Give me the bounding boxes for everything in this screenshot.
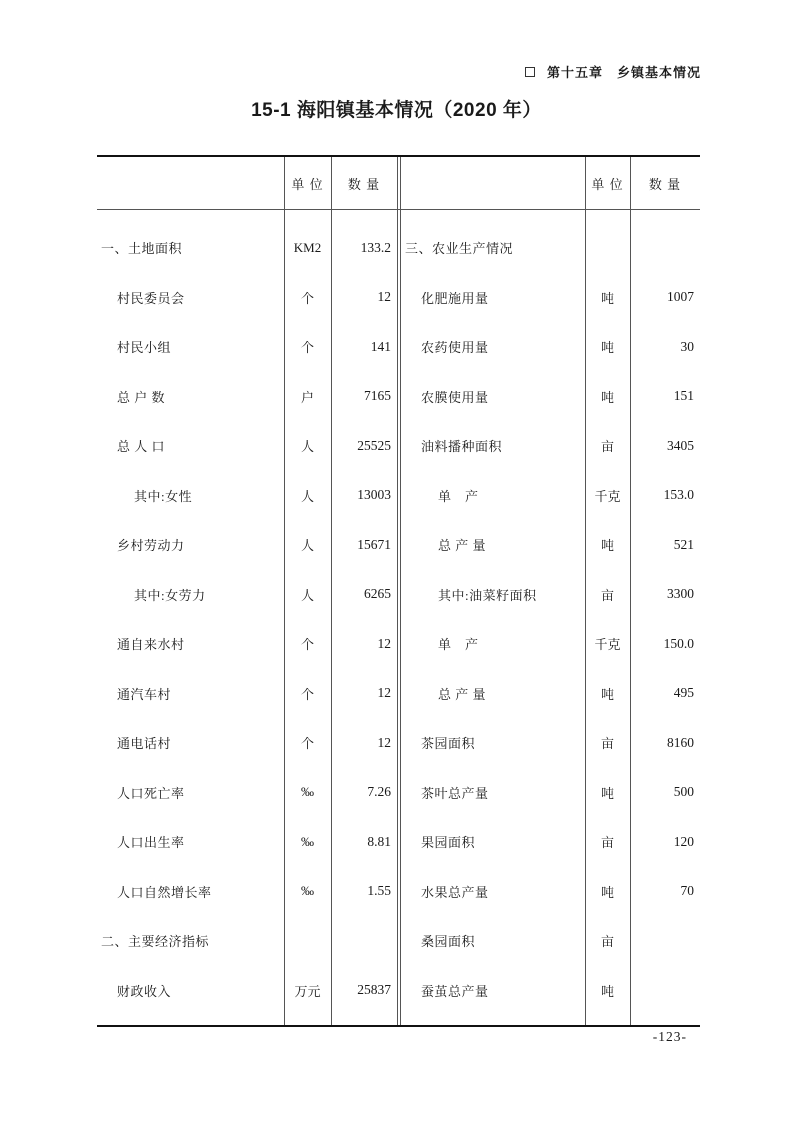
row-value: 500 bbox=[673, 784, 694, 800]
row-value: 120 bbox=[673, 833, 694, 849]
row-value: 3300 bbox=[667, 586, 694, 602]
row-value: 25525 bbox=[357, 437, 391, 453]
table-row bbox=[97, 966, 397, 1016]
row-value: 25837 bbox=[357, 982, 391, 998]
row-label: 总 产 量 bbox=[438, 538, 487, 554]
row-label: 茶园面积 bbox=[421, 736, 476, 752]
row-label: 总 人 口 bbox=[117, 439, 166, 455]
table-row bbox=[401, 520, 700, 570]
row-unit: ‰ bbox=[301, 784, 314, 800]
row-label: 蚕茧总产量 bbox=[421, 983, 489, 999]
row-label: 总 产 量 bbox=[438, 686, 487, 702]
row-value: 6265 bbox=[364, 586, 391, 602]
table-row bbox=[401, 916, 700, 966]
quantity-column-header-right: 数 量 bbox=[648, 176, 682, 192]
row-value: 70 bbox=[680, 883, 694, 899]
chapter-header-text: 第十五章 乡镇基本情况 bbox=[546, 65, 701, 80]
row-label: 人口死亡率 bbox=[117, 785, 185, 801]
row-value: 153.0 bbox=[663, 487, 694, 503]
row-value: 8.81 bbox=[367, 833, 391, 849]
row-value: 15671 bbox=[357, 536, 391, 552]
row-value: 12 bbox=[377, 289, 391, 305]
row-unit: 吨 bbox=[600, 983, 614, 999]
table-row bbox=[97, 867, 397, 917]
row-value: 12 bbox=[377, 635, 391, 651]
row-label: 人口自然增长率 bbox=[117, 884, 212, 900]
unit-column-header-right: 单 位 bbox=[591, 176, 624, 192]
row-value: 30 bbox=[680, 338, 694, 354]
row-value: 495 bbox=[673, 685, 694, 701]
unit-column-header-left: 单 位 bbox=[291, 176, 324, 192]
row-value: 7165 bbox=[364, 388, 391, 404]
row-label: 通汽车村 bbox=[117, 686, 172, 702]
row-label: 其中:女劳力 bbox=[134, 587, 206, 603]
row-label: 单 产 bbox=[438, 488, 479, 504]
row-unit: 亩 bbox=[600, 736, 614, 752]
row-unit: 人 bbox=[300, 538, 314, 554]
chapter-header bbox=[525, 62, 701, 81]
row-value: 1.55 bbox=[367, 883, 391, 899]
row-label: 果园面积 bbox=[421, 835, 476, 851]
row-label: 其中:油菜籽面积 bbox=[438, 587, 537, 603]
table-row bbox=[401, 471, 700, 521]
table-row bbox=[97, 421, 397, 471]
row-unit: 个 bbox=[300, 736, 314, 752]
table-row bbox=[401, 273, 700, 323]
row-label: 单 产 bbox=[438, 637, 479, 653]
row-unit: KM2 bbox=[293, 239, 322, 255]
table-row bbox=[401, 867, 700, 917]
row-unit: 人 bbox=[300, 439, 314, 455]
table-row bbox=[401, 718, 700, 768]
left-half bbox=[97, 209, 397, 1015]
row-unit: ‰ bbox=[301, 883, 314, 899]
row-value: 141 bbox=[370, 338, 391, 354]
table-row bbox=[97, 372, 397, 422]
table-row bbox=[97, 520, 397, 570]
row-value: 150.0 bbox=[663, 635, 694, 651]
row-value: 3405 bbox=[667, 437, 694, 453]
table-row bbox=[97, 768, 397, 818]
row-value: 151 bbox=[673, 388, 694, 404]
row-value: 12 bbox=[377, 685, 391, 701]
basic-statistics-table bbox=[97, 155, 700, 1027]
row-unit: ‰ bbox=[301, 833, 314, 849]
row-label: 村民小组 bbox=[117, 340, 172, 356]
row-unit: 万元 bbox=[294, 983, 321, 999]
row-unit: 吨 bbox=[600, 686, 614, 702]
row-value: 7.26 bbox=[367, 784, 391, 800]
row-value: 521 bbox=[673, 536, 694, 552]
table-row bbox=[97, 718, 397, 768]
row-label: 二、主要经济指标 bbox=[101, 934, 210, 950]
row-unit: 个 bbox=[300, 290, 314, 306]
row-unit: 吨 bbox=[600, 538, 614, 554]
row-label: 化肥施用量 bbox=[421, 290, 489, 306]
table-row bbox=[401, 669, 700, 719]
quantity-column-header-left: 数 量 bbox=[347, 176, 381, 192]
row-unit: 亩 bbox=[600, 934, 614, 950]
row-label: 乡村劳动力 bbox=[117, 538, 185, 554]
row-unit: 吨 bbox=[600, 389, 614, 405]
row-unit: 亩 bbox=[600, 587, 614, 603]
row-unit: 亩 bbox=[600, 439, 614, 455]
table-row bbox=[97, 669, 397, 719]
row-unit: 个 bbox=[300, 686, 314, 702]
table-row bbox=[401, 768, 700, 818]
table-row bbox=[97, 273, 397, 323]
row-unit: 个 bbox=[300, 340, 314, 356]
row-label: 水果总产量 bbox=[421, 884, 489, 900]
row-value: 1007 bbox=[667, 289, 694, 305]
row-label: 油料播种面积 bbox=[421, 439, 503, 455]
table-row bbox=[97, 916, 397, 966]
table-row bbox=[97, 619, 397, 669]
row-label: 总 户 数 bbox=[117, 389, 166, 405]
table-row bbox=[401, 223, 700, 273]
row-value: 8160 bbox=[667, 734, 694, 750]
row-label: 茶叶总产量 bbox=[421, 785, 489, 801]
table-row bbox=[401, 421, 700, 471]
row-unit: 千克 bbox=[594, 637, 621, 653]
row-value: 12 bbox=[377, 734, 391, 750]
row-label: 三、农业生产情况 bbox=[405, 241, 514, 257]
chapter-marker-icon bbox=[525, 67, 535, 77]
center-double-divider bbox=[397, 157, 398, 1025]
row-unit: 人 bbox=[300, 488, 314, 504]
table-row bbox=[401, 619, 700, 669]
row-unit: 人 bbox=[300, 587, 314, 603]
table-row bbox=[97, 322, 397, 372]
row-unit: 吨 bbox=[600, 340, 614, 356]
row-unit: 千克 bbox=[594, 488, 621, 504]
row-label: 通自来水村 bbox=[117, 637, 185, 653]
row-unit: 户 bbox=[300, 389, 314, 405]
page-number: -123- bbox=[652, 1029, 687, 1044]
row-label: 桑园面积 bbox=[421, 934, 476, 950]
row-unit: 吨 bbox=[600, 290, 614, 306]
table-row bbox=[401, 372, 700, 422]
row-unit: 个 bbox=[300, 637, 314, 653]
row-label: 人口出生率 bbox=[117, 835, 185, 851]
row-unit: 亩 bbox=[600, 835, 614, 851]
table-row bbox=[401, 322, 700, 372]
table-row bbox=[97, 570, 397, 620]
row-label: 村民委员会 bbox=[117, 290, 185, 306]
table-row bbox=[401, 570, 700, 620]
row-value: 13003 bbox=[357, 487, 391, 503]
table-row bbox=[97, 817, 397, 867]
row-unit: 吨 bbox=[600, 884, 614, 900]
row-unit: 吨 bbox=[600, 785, 614, 801]
row-label: 通电话村 bbox=[117, 736, 172, 752]
row-label: 农膜使用量 bbox=[421, 389, 489, 405]
row-label: 一、土地面积 bbox=[101, 241, 183, 257]
right-half bbox=[401, 209, 700, 1015]
table-row bbox=[97, 223, 397, 273]
table-row bbox=[401, 966, 700, 1016]
page-title: 15-1 海阳镇基本情况（2020 年） bbox=[251, 100, 542, 121]
row-label: 其中:女性 bbox=[134, 488, 193, 504]
row-value: 133.2 bbox=[360, 239, 391, 255]
row-label: 财政收入 bbox=[117, 983, 172, 999]
table-row bbox=[97, 471, 397, 521]
table-row bbox=[401, 817, 700, 867]
row-label: 农药使用量 bbox=[421, 340, 489, 356]
